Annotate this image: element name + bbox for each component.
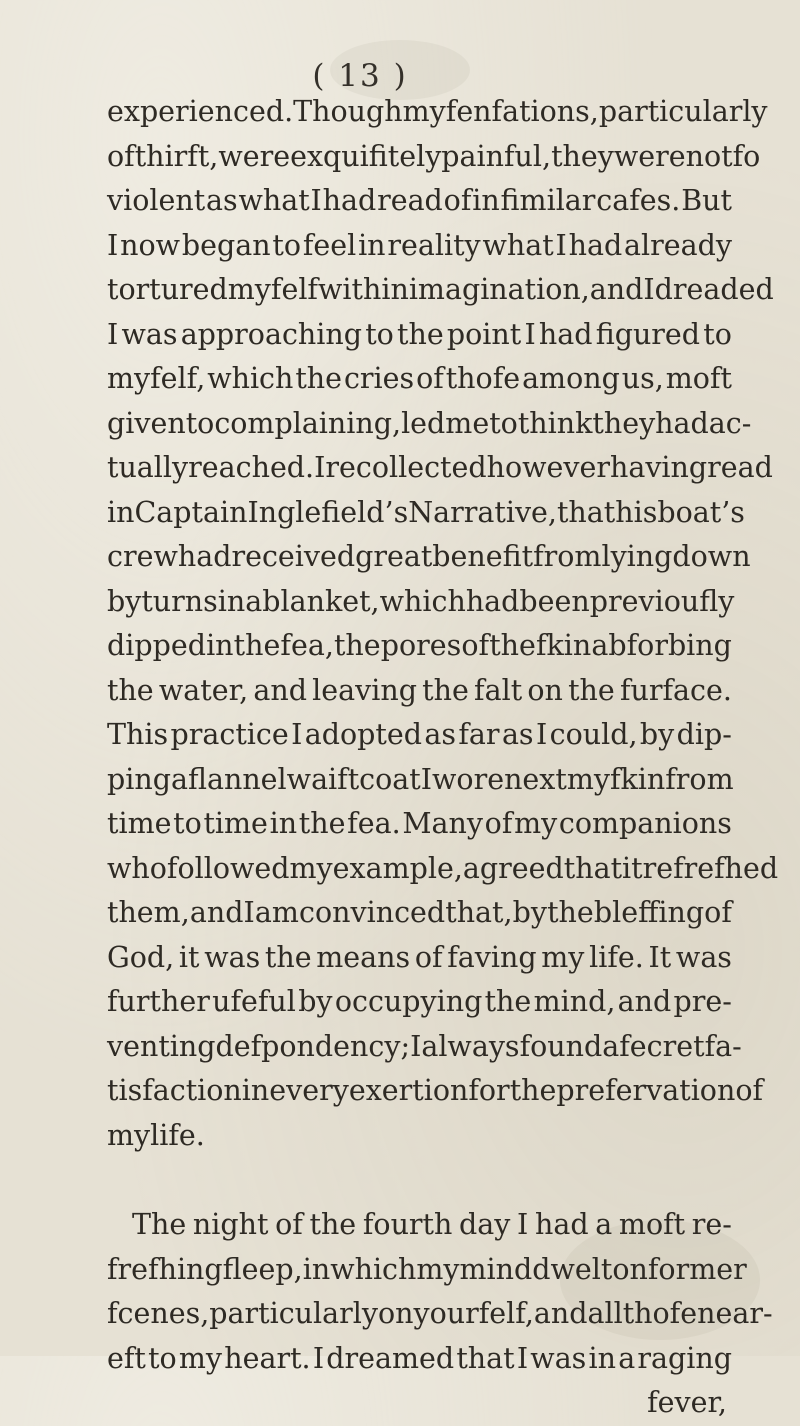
- text-line: tortured myfelf with in imagination, and I dreaded: [107, 273, 774, 306]
- text-line: tisfaction in every exertion for the prefervation of: [107, 1074, 764, 1107]
- text-line: frefhing fleep, in which my mind dwelt on former: [107, 1252, 747, 1286]
- text-line: I now began to feel in reality what I had already: [107, 228, 732, 262]
- text-line: time to time in the fea. Many of my companions: [107, 807, 732, 840]
- text-line: The night of the fourth day I had a moft re-: [132, 1208, 732, 1241]
- text-line: venting defpondency ; I always found a fecret fa-: [107, 1029, 742, 1063]
- text-line: them, and I am convinced that, by the bleffing of: [107, 896, 732, 929]
- text-line: my life.: [107, 1118, 205, 1152]
- paragraph-gap: [107, 1158, 732, 1203]
- text-line: who followed my example, agreed that it refrefhed: [107, 851, 779, 885]
- text-line: God, it was the means of faving my life. It was: [107, 940, 732, 974]
- text-line: experienced. Though my fenfations, particularly: [107, 95, 768, 128]
- text-line: myfelf, which the cries of thofe among us, moft: [107, 362, 732, 395]
- text-line: further ufeful by occupying the mind, and pre-: [107, 985, 732, 1018]
- text-line: I was approaching to the point I had figured to: [107, 317, 732, 351]
- text-line: fcenes, particularly on yourfelf, and all thofe near-: [107, 1297, 773, 1330]
- text-line: This practice I adopted as far as I could, by dip-: [107, 718, 732, 751]
- page-number: ( 13 ): [312, 58, 408, 94]
- text-line: eft to my heart. I dreamed that I was in a raging: [107, 1341, 732, 1375]
- text-line: by turns in a blanket, which had been previoufly: [107, 584, 735, 618]
- paragraph: [107, 1203, 773, 1381]
- text-line: given to complaining, led me to think they had ac-: [107, 406, 752, 440]
- text-line: violent as what I had read of in fimilar cafes. But: [107, 184, 732, 217]
- page-body-text: [107, 90, 779, 1426]
- catchword: fever,: [647, 1386, 727, 1419]
- text-line: the water, and leaving the falt on the furface.: [107, 673, 732, 707]
- text-line: ping a flannel waiftcoat I wore next my fkin from: [107, 762, 734, 796]
- paragraph: [107, 90, 779, 1158]
- text-line: of thirft, were exquifitely painful, they were not fo: [107, 139, 761, 173]
- text-line: in Captain Inglefield’s Narrative, that his boat’s: [107, 495, 745, 529]
- text-line: tually reached. I recollected however having read: [107, 451, 773, 484]
- text-line: dipped in the fea, the pores of the fkin abforbing: [107, 629, 732, 662]
- text-line: crew had received great benefit from lying down: [107, 540, 751, 573]
